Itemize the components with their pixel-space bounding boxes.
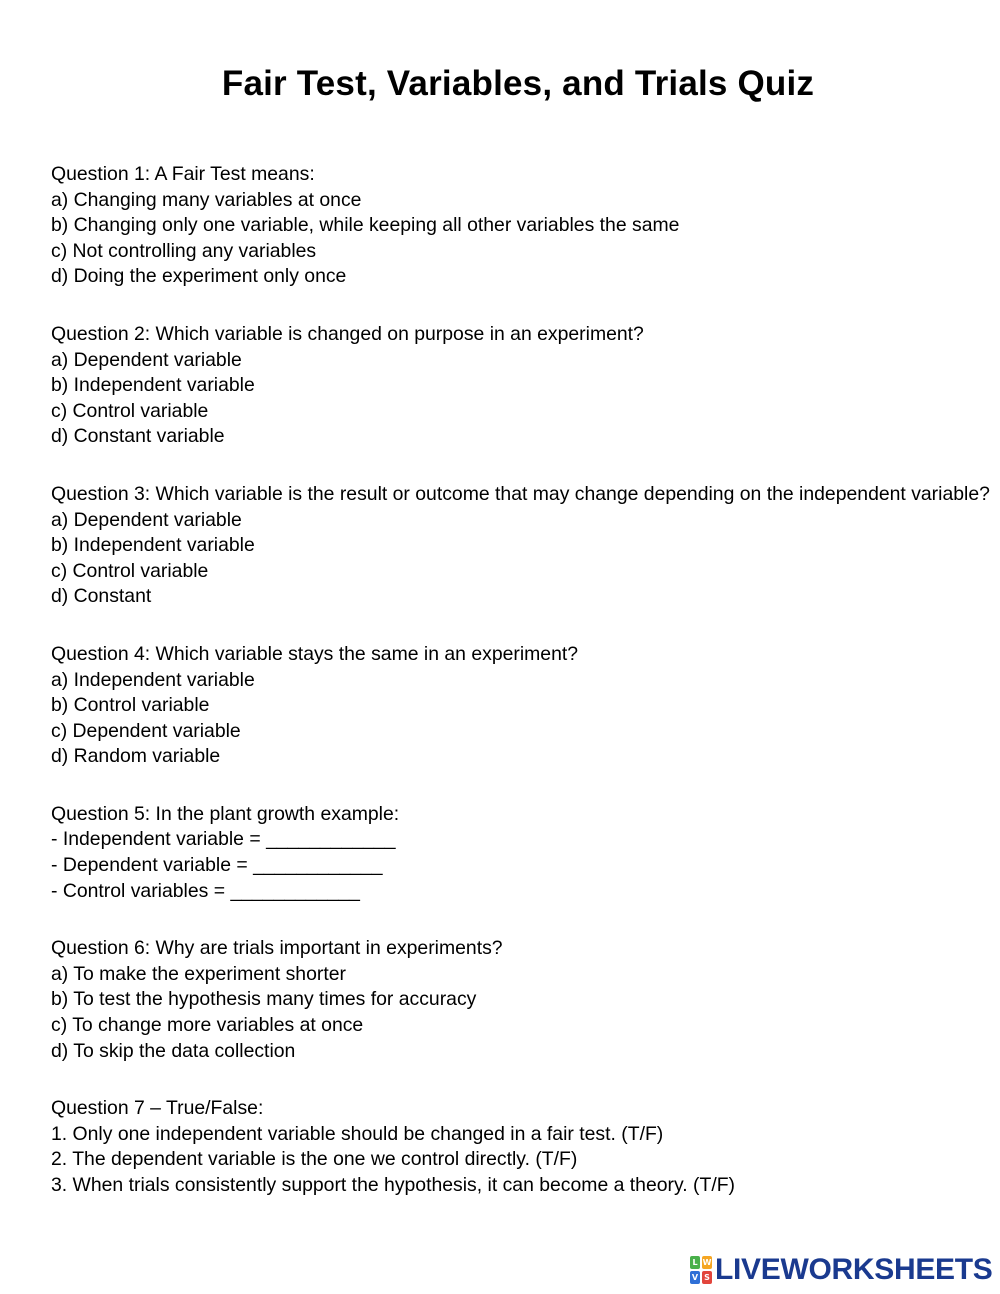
answer-option[interactable]: b) Independent variable bbox=[51, 534, 255, 557]
logo-mark-tile: W bbox=[702, 1258, 712, 1267]
logo-mark-icon bbox=[690, 1256, 712, 1284]
logo-wordmark: LIVEWORKSHEETS bbox=[715, 1253, 993, 1286]
question-2 bbox=[51, 322, 991, 450]
answer-option[interactable]: a) Changing many variables at once bbox=[51, 188, 362, 211]
question-prompt: Question 4: Which variable stays the same in an experiment? bbox=[51, 642, 579, 665]
answer-option[interactable]: d) Random variable bbox=[51, 745, 221, 768]
answer-option[interactable]: c) Control variable bbox=[51, 559, 209, 582]
question-prompt: Question 2: Which variable is changed on purpose in an experiment? bbox=[51, 322, 644, 345]
answer-option[interactable]: c) To change more variables at once bbox=[51, 1014, 364, 1037]
answer-option[interactable]: b) Independent variable bbox=[51, 374, 255, 397]
true-false-statement[interactable]: 3. When trials consistently support the hypothesis, it can become a theory. (T/F) bbox=[51, 1174, 736, 1196]
question-prompt: Question 1: A Fair Test means: bbox=[51, 163, 315, 185]
fill-in-blank[interactable]: - Independent variable = ____________ bbox=[51, 828, 396, 851]
question-4 bbox=[51, 642, 991, 770]
answer-option[interactable]: c) Dependent variable bbox=[51, 719, 241, 742]
answer-option[interactable]: a) Dependent variable bbox=[51, 348, 242, 371]
logo-mark-tile: V bbox=[691, 1273, 699, 1282]
question-1 bbox=[51, 162, 991, 290]
answer-option[interactable]: c) Not controlling any variables bbox=[51, 239, 317, 262]
answer-option[interactable]: b) To test the hypothesis many times for accuracy bbox=[51, 988, 477, 1011]
answer-option[interactable]: d) Doing the experiment only once bbox=[51, 265, 347, 288]
question-prompt: Question 7 – True/False: bbox=[51, 1097, 264, 1120]
liveworksheets-logo bbox=[690, 1253, 993, 1287]
logo-mark-tile: S bbox=[702, 1271, 712, 1284]
fill-in-blank[interactable]: - Dependent variable = ____________ bbox=[51, 854, 383, 877]
question-7 bbox=[51, 1096, 991, 1198]
answer-option[interactable]: d) To skip the data collection bbox=[51, 1039, 296, 1062]
answer-option[interactable]: c) Control variable bbox=[51, 399, 209, 422]
question-5 bbox=[51, 802, 991, 904]
true-false-statement[interactable]: 1. Only one independent variable should be changed in a fair test. (T/F) bbox=[51, 1122, 664, 1145]
question-prompt: Question 6: Why are trials important in experiments? bbox=[51, 937, 503, 960]
question-prompt: Question 3: Which variable is the result or outcome that may change depending on the independent variable? bbox=[51, 482, 990, 505]
question-3 bbox=[51, 482, 991, 610]
answer-option[interactable]: a) Dependent variable bbox=[51, 508, 242, 531]
question-6 bbox=[51, 936, 991, 1064]
answer-option[interactable]: b) Control variable bbox=[51, 694, 210, 717]
answer-option[interactable]: d) Constant bbox=[51, 585, 152, 608]
answer-option[interactable]: b) Changing only one variable, while keeping all other variables the same bbox=[51, 214, 680, 237]
quiz-body bbox=[51, 162, 991, 1231]
answer-option[interactable]: a) To make the experiment shorter bbox=[51, 962, 346, 985]
question-prompt: Question 5: In the plant growth example: bbox=[51, 802, 400, 825]
answer-option[interactable]: d) Constant variable bbox=[51, 425, 225, 448]
fill-in-blank[interactable]: - Control variables = ____________ bbox=[51, 879, 360, 902]
true-false-statement[interactable]: 2. The dependent variable is the one we control directly. (T/F) bbox=[51, 1148, 578, 1171]
answer-option[interactable]: a) Independent variable bbox=[51, 668, 255, 691]
page-title: Fair Test, Variables, and Trials Quiz bbox=[221, 64, 815, 103]
logo-mark-tile: L bbox=[690, 1256, 700, 1269]
